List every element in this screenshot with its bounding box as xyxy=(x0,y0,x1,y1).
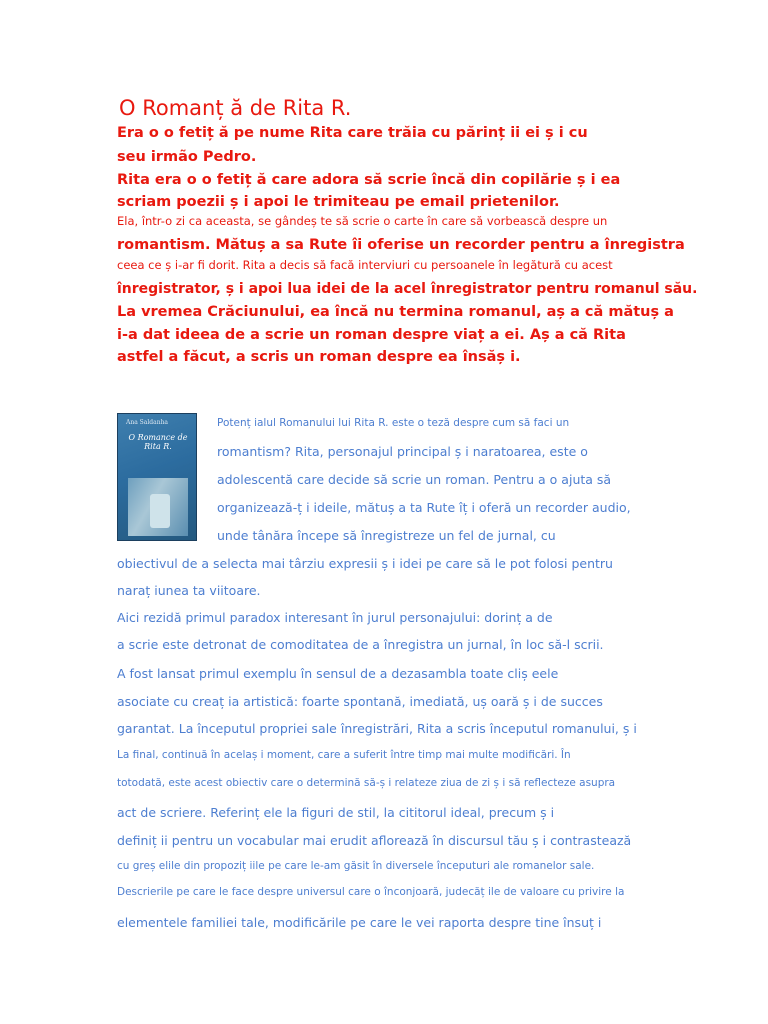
red-text-line: i-a dat ideea de a scrie un roman despre viaț a ei. Aș a că Rita xyxy=(117,327,626,343)
book-cover-title: O Romance de Rita R. xyxy=(128,433,188,451)
red-text-line: seu irmão Pedro. xyxy=(117,149,257,165)
blue-text-line: cu greș elile din propoziț iile pe care le-am găsit în diversele începuturi ale romanelor sale. xyxy=(117,860,595,872)
blue-text-line: totodată, este acest obiectiv care o determină să-ș i relateze ziua de zi ș i să reflecteze asupra xyxy=(117,777,616,789)
blue-text-line: obiectivul de a selecta mai târziu expresii ș i idei pe care să le pot folosi pentru xyxy=(117,556,613,571)
red-text-line: romantism. Mătuș a sa Rute îi oferise un recorder pentru a înregistra xyxy=(117,237,685,253)
blue-text-line: elementele familiei tale, modificările pe care le vei raporta despre tine însuț i xyxy=(117,915,602,930)
blue-text-line: unde tânăra începe să înregistreze un fel de jurnal, cu xyxy=(217,528,556,543)
blue-text-line: A fost lansat primul exemplu în sensul de a dezasambla toate cliș eele xyxy=(117,666,559,681)
red-text-line: Ela, într-o zi ca aceasta, se gândeș te să scrie o carte în care să vorbească despre un xyxy=(117,214,608,228)
red-text-line: La vremea Crăciunului, ea încă nu termina romanul, aș a că mătuș a xyxy=(117,304,674,320)
blue-text-line: garantat. La începutul propriei sale înregistrări, Rita a scris începutul romanului, ș i xyxy=(117,721,637,736)
blue-text-line: adolescentă care decide să scrie un roman. Pentru a o ajuta să xyxy=(217,472,612,487)
blue-text-line: naraț iunea ta viitoare. xyxy=(117,583,261,598)
blue-text-line: act de scriere. Referinț ele la figuri de stil, la cititorul ideal, precum ș i xyxy=(117,805,555,820)
red-text-line: înregistrator, ș i apoi lua idei de la acel înregistrator pentru romanul său. xyxy=(117,281,698,297)
blue-text-line: Potenț ialul Romanului lui Rita R. este o teză despre cum să faci un xyxy=(217,417,570,429)
red-text-line: Rita era o o fetiț ă care adora să scrie încă din copilărie ș i ea xyxy=(117,172,621,188)
blue-text-line: Aici rezidă primul paradox interesant în jurul personajului: dorinț a de xyxy=(117,610,553,625)
blue-text-line: Descrierile pe care le face despre universul care o înconjoară, judecăț ile de valoare cu privire la xyxy=(117,886,625,898)
book-cover-image xyxy=(117,413,197,541)
book-cover-photo xyxy=(128,478,188,536)
document-title: O Romanț ă de Rita R. xyxy=(119,96,352,120)
blue-text-line: organizează-ț i ideile, mătuș a ta Rute îț i oferă un recorder audio, xyxy=(217,500,631,515)
red-text-line: Era o o fetiț ă pe nume Rita care trăia cu părinț ii ei ș i cu xyxy=(117,125,588,141)
blue-text-line: romantism? Rita, personajul principal ș i naratoarea, este o xyxy=(217,444,588,459)
red-text-line: ceea ce ș i-ar fi dorit. Rita a decis să facă interviuri cu persoanele în legătură cu acest xyxy=(117,258,613,272)
red-text-line: scriam poezii ș i apoi le trimiteau pe email prietenilor. xyxy=(117,194,560,210)
red-text-line: astfel a făcut, a scris un roman despre ea însăș i. xyxy=(117,349,521,365)
blue-text-line: a scrie este detronat de comoditatea de a înregistra un jurnal, în loc să-l scrii. xyxy=(117,637,604,652)
book-cover-author: Ana Saldanha xyxy=(126,419,169,426)
blue-text-line: asociate cu creaț ia artistică: foarte spontană, imediată, uș oară ș i de succes xyxy=(117,694,603,709)
blue-text-line: La final, continuă în acelaș i moment, care a suferit între timp mai multe modificări. În xyxy=(117,749,571,761)
blue-text-line: definiț ii pentru un vocabular mai erudit aflorează în discursul tău ș i contrastează xyxy=(117,833,632,848)
